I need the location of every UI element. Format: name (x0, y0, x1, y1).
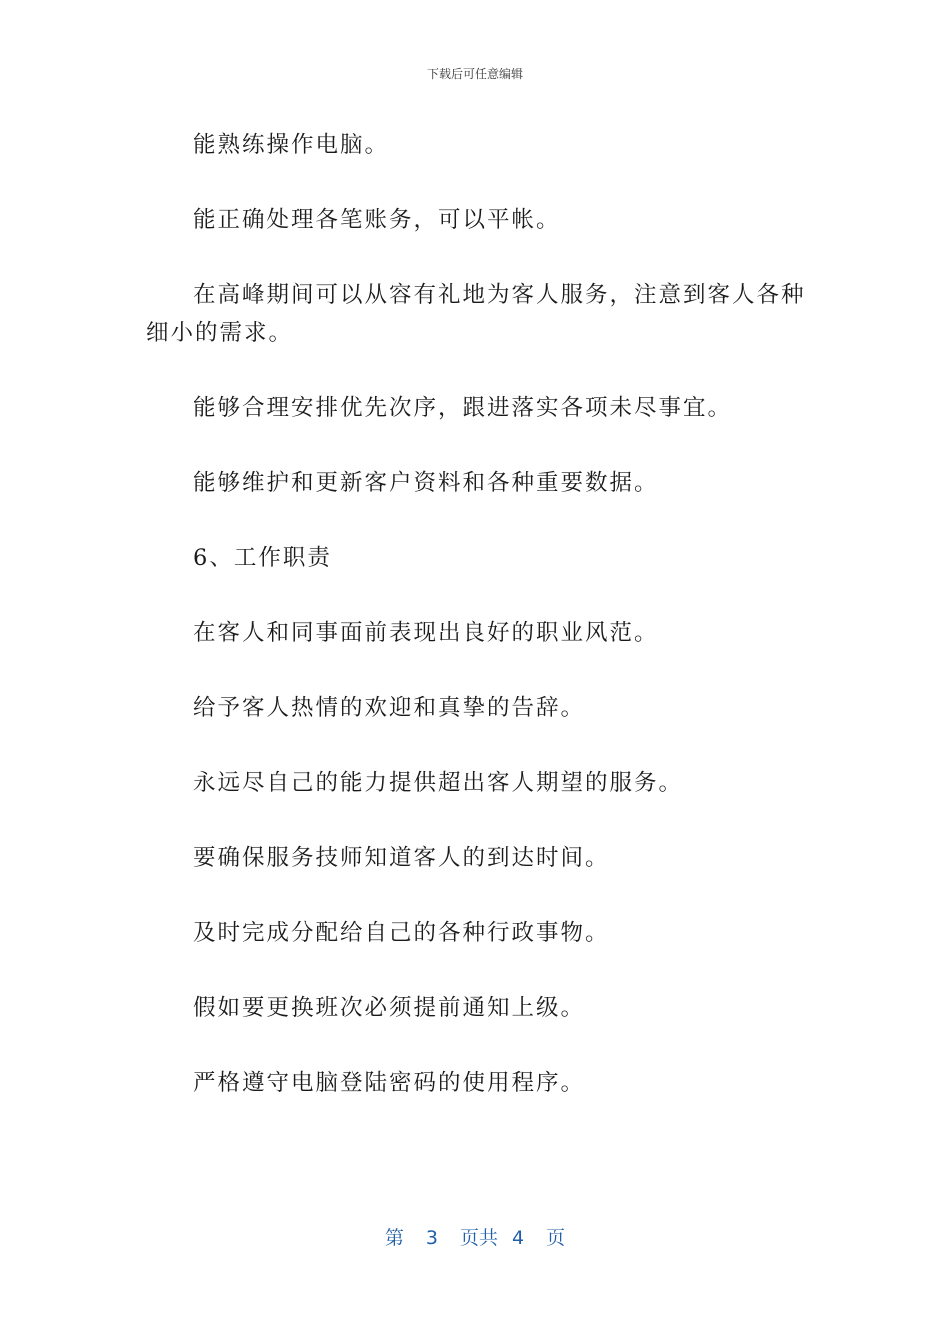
footer-prefix: 第 (384, 1227, 404, 1249)
paragraph: 在客人和同事面前表现出良好的职业风范。 (193, 620, 659, 646)
paragraph: 在高峰期间可以从容有礼地为客人服务，注意到客人各种细小的需求。 (146, 282, 806, 346)
page-number-footer (0, 1224, 950, 1252)
footer-suffix: 页 (546, 1227, 566, 1249)
paragraph: 严格遵守电脑登陆密码的使用程序。 (193, 1070, 586, 1096)
page-header-note: 下载后可任意编辑 (426, 67, 523, 81)
paragraph: 假如要更换班次必须提前通知上级。 (193, 995, 586, 1021)
current-page-number: 3 (425, 1227, 438, 1249)
total-pages-number: 4 (512, 1227, 525, 1249)
section-heading: 6、工作职责 (193, 545, 332, 571)
footer-middle: 页共 (459, 1227, 498, 1249)
paragraph: 要确保服务技师知道客人的到达时间。 (193, 845, 610, 871)
paragraph: 给予客人热情的欢迎和真挚的告辞。 (193, 695, 586, 721)
paragraph: 能够维护和更新客户资料和各种重要数据。 (193, 470, 659, 496)
paragraph: 永远尽自己的能力提供超出客人期望的服务。 (193, 770, 684, 796)
paragraph: 能够合理安排优先次序，跟进落实各项未尽事宜。 (193, 395, 733, 421)
paragraph: 能正确处理各笔账务，可以平帐。 (193, 207, 561, 233)
paragraph: 能熟练操作电脑。 (193, 132, 390, 158)
paragraph: 及时完成分配给自己的各种行政事物。 (193, 920, 610, 946)
document-body (146, 126, 806, 1139)
